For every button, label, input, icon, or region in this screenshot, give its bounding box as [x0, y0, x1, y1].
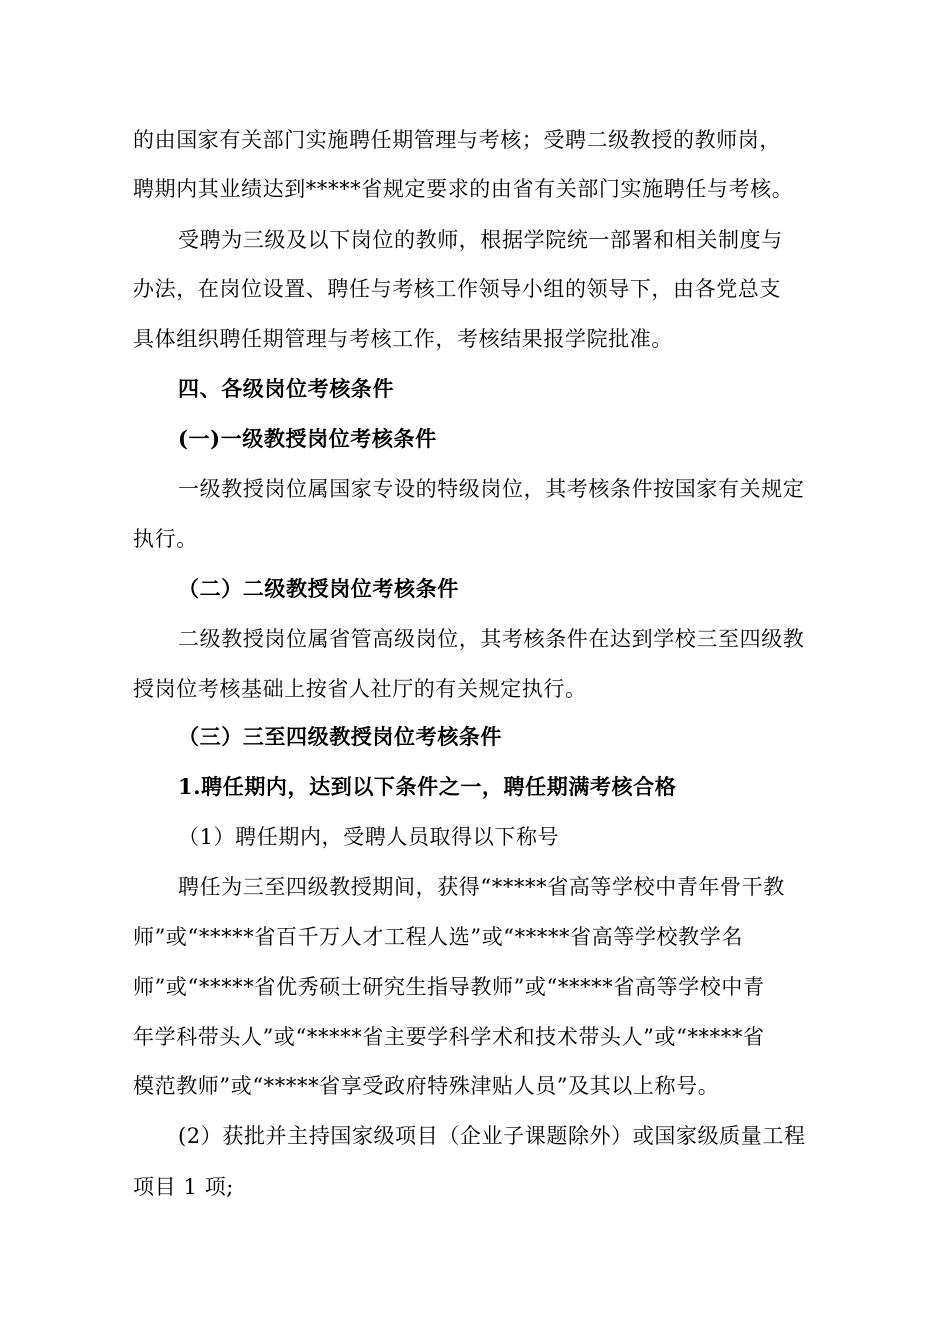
- list-item-label: (2）获批并主持国家级项目（企业子课题除外）或国家级质量工程: [178, 1124, 806, 1148]
- paragraph-line: 授岗位考核基础上按省人社厅的有关规定执行。: [133, 677, 587, 701]
- section-heading: 四、各级岗位考核条件: [178, 376, 394, 401]
- paragraph-line: 模范教师”或“*****省享受政府特殊津贴人员”及其以上称号。: [133, 1074, 720, 1098]
- paragraph-line: 的由国家有关部门实施聘任期管理与考核；受聘二级教授的教师岗，: [133, 128, 781, 152]
- item-heading: 1.聘任期内，达到以下条件之一，聘任期满考核合格: [178, 774, 677, 799]
- paragraph-line: 聘任为三至四级教授期间，获得“*****省高等学校中青年骨干教: [178, 875, 785, 899]
- subsection-heading: (一)一级教授岗位考核条件: [178, 426, 437, 451]
- paragraph-line: 一级教授岗位属国家专设的特级岗位，其考核条件按国家有关规定: [178, 477, 805, 501]
- paragraph-line: 执行。: [133, 527, 198, 551]
- paragraph-line: 具体组织聘任期管理与考核工作，考核结果报学院批准。: [133, 327, 673, 351]
- paragraph-line: 办法，在岗位设置、聘任与考核工作领导小组的领导下，由各党总支: [133, 277, 781, 301]
- paragraph-line: 年学科带头人”或“*****省主要学科学术和技术带头人”或“*****省: [133, 1025, 765, 1049]
- subsection-heading: （三）三至四级教授岗位考核条件: [178, 724, 502, 749]
- paragraph-line: 师”或“*****省百千万人才工程人选”或“*****省高等学校教学名: [133, 925, 743, 949]
- list-item-label: （1）聘任期内，受聘人员取得以下称号: [178, 825, 560, 849]
- paragraph-line: 受聘为三级及以下岗位的教师，根据学院统一部署和相关制度与: [178, 228, 783, 252]
- paragraph-line: 师”或“*****省优秀硕士研究生指导教师”或“*****省高等学校中青: [133, 975, 765, 999]
- paragraph-line: 聘期内其业绩达到*****省规定要求的由省有关部门实施聘任与考核。: [133, 177, 794, 201]
- paragraph-line: 二级教授岗位属省管高级岗位，其考核条件在达到学校三至四级教: [178, 627, 805, 651]
- paragraph-line: 项目 1 项;: [133, 1175, 234, 1199]
- subsection-heading: （二）二级教授岗位考核条件: [178, 576, 459, 601]
